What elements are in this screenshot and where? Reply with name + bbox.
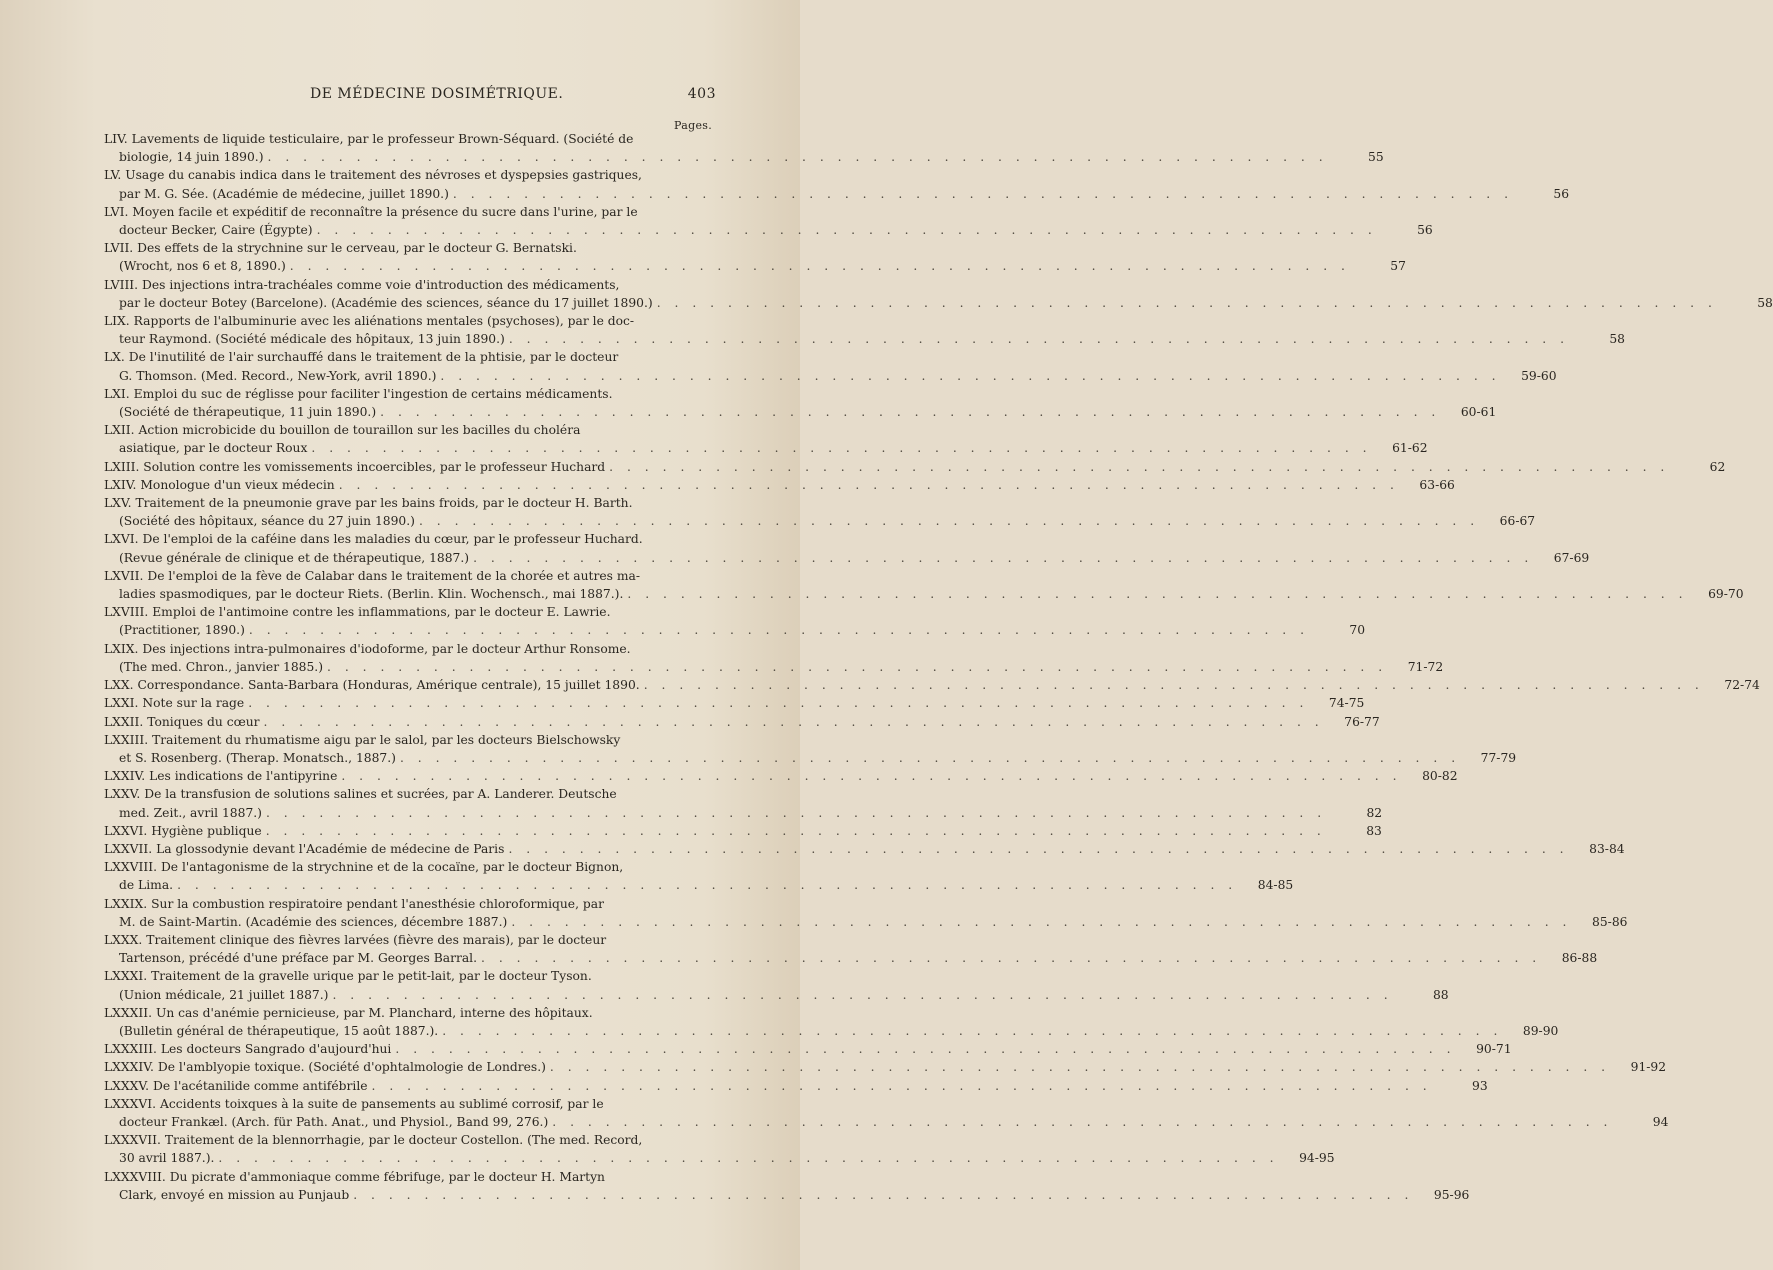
toc-entry-line: (Société de thérapeutique, 11 juin 1890.): [119, 405, 377, 420]
table-of-contents: [104, 130, 1773, 1204]
toc-entry-line: asiatique, par le docteur Roux: [119, 441, 308, 456]
toc-entry-last-line: [104, 1022, 1559, 1040]
dot-leader: . . . . . . . . . . . . . . . . . . . . . . . . . . . . . . . . . . . . . . . . . . . . . . . . . . . . . . . . . . . .: [656, 295, 1717, 310]
toc-entry-last-line: [104, 694, 1365, 712]
toc-entry-last-line: [104, 840, 1625, 858]
toc-entry-line: LXVIII. Emploi de l'antimoine contre les inflammations, par le docteur E. Lawrie.: [104, 605, 611, 620]
toc-entry-line: ladies spasmodiques, par le docteur Riets. (Berlin. Klin. Wochensch., mai 1887.).: [119, 587, 624, 602]
toc-entry-last-line: [104, 1113, 1669, 1131]
toc-entry-page: 70: [1349, 623, 1366, 638]
toc-entry-page: 93: [1472, 1078, 1488, 1093]
toc-entry-last-line: [104, 804, 1383, 822]
toc-entry-line: LXXIV. Les indications de l'antipyrine: [104, 769, 338, 784]
toc-entry: [104, 1004, 1559, 1040]
toc-entry-line: LXXIX. Sur la combustion respiratoire pendant l'anesthésie chloroformique, par: [104, 896, 604, 911]
toc-entry-page: 76-77: [1344, 714, 1380, 729]
toc-entry-line: LXXX. Traitement clinique des fièvres larvées (fièvre des marais), par le docteur: [104, 932, 607, 947]
toc-entry-page: 94-95: [1299, 1151, 1335, 1166]
pages-column-label: Pages.: [674, 119, 712, 132]
toc-entry: [104, 494, 1536, 530]
toc-entry-line: LXIX. Des injections intra-pulmonaires d'iodoforme, par le docteur Arthur Ronsome.: [104, 641, 631, 656]
toc-entry-last-line: [104, 986, 1449, 1004]
toc-entry-last-line: [104, 767, 1458, 785]
dot-leader: . . . . . . . . . . . . . . . . . . . . . . . . . . . . . . . . . . . . . . . . . . . . . . . . . . . . . . . . . . . .: [508, 841, 1569, 856]
toc-entry-line: M. de Saint-Martin. (Académie des sciences, décembre 1887.): [119, 914, 508, 929]
toc-entry-line: LXXXI. Traitement de la gravelle urique par le petit-lait, par le docteur Tyson.: [104, 969, 592, 984]
toc-entry-page: 84-85: [1257, 878, 1294, 893]
toc-entry-last-line: [104, 330, 1625, 348]
toc-entry: [104, 895, 1628, 931]
toc-entry-line: LXXXVIII. Du picrate d'ammoniaque comme fébrifuge, par le docteur H. Martyn: [104, 1169, 605, 1184]
toc-entry-page: 56: [1417, 223, 1433, 238]
dot-leader: . . . . . . . . . . . . . . . . . . . . . . . . . . . . . . . . . . . . . . . . . . . . . . . . . . . . . . . . . . . .: [511, 914, 1572, 929]
toc-entry: [104, 785, 1383, 821]
toc-entry-line: LXXVI. Hygiène publique: [104, 823, 262, 838]
toc-entry-line: LXXXII. Un cas d'anémie pernicieuse, par M. Planchard, interne des hôpitaux.: [104, 1005, 593, 1020]
dot-leader: . . . . . . . . . . . . . . . . . . . . . . . . . . . . . . . . . . . . . . . . . . . . . . . . . . . . . . . . . . . .: [341, 769, 1402, 784]
toc-entry-line: LXXII. Toniques du cœur: [104, 714, 260, 729]
toc-entry-page: 88: [1432, 987, 1449, 1002]
toc-entry-line: (Practitioner, 1890.): [119, 623, 245, 638]
toc-entry-last-line: [104, 512, 1536, 530]
dot-leader: . . . . . . . . . . . . . . . . . . . . . . . . . . . . . . . . . . . . . . . . . . . . . . . . . . . . . . . . . . . .: [353, 1187, 1414, 1202]
toc-entry-last-line: [104, 876, 1294, 894]
toc-entry-line: LXII. Action microbicide du bouillon de touraillon sur les bacilles du choléra: [104, 423, 581, 438]
dot-leader: . . . . . . . . . . . . . . . . . . . . . . . . . . . . . . . . . . . . . . . . . . . . . . . . . . . . . . . . . . . .: [265, 823, 1326, 838]
toc-entry-page: 86-88: [1561, 951, 1598, 966]
toc-entry: [104, 640, 1444, 676]
toc-entry-line: biologie, 14 juin 1890.): [119, 150, 264, 165]
toc-entry-line: LXIII. Solution contre les vomissements incoercibles, par le professeur Huchard: [104, 459, 606, 474]
toc-entry-page: 67-69: [1553, 550, 1590, 565]
toc-entry-line: LXXXVII. Traitement de la blennorrhagie, par le docteur Costellon. (The med. Record,: [104, 1133, 643, 1148]
toc-entry-last-line: [104, 1077, 1488, 1095]
toc-entry-last-line: [104, 221, 1433, 239]
dot-leader: . . . . . . . . . . . . . . . . . . . . . . . . . . . . . . . . . . . . . . . . . . . . . . . . . . . . . . . . . . . .: [549, 1060, 1611, 1075]
toc-entry: [104, 767, 1458, 785]
toc-entry-line: LXVII. De l'emploi de la fève de Calabar dans le traitement de la chorée et autres ma-: [104, 568, 641, 583]
toc-entry-line: LX. De l'inutilité de l'air surchauffé dans le traitement de la phtisie, par le docteur: [104, 350, 619, 365]
toc-entry: [104, 567, 1744, 603]
toc-entry-last-line: [104, 1058, 1667, 1076]
dot-leader: . . . . . . . . . . . . . . . . . . . . . . . . . . . . . . . . . . . . . . . . . . . . . . . . . . . . . . . . . . . .: [481, 951, 1542, 966]
toc-entry-page: 83: [1366, 823, 1382, 838]
dot-leader: . . . . . . . . . . . . . . . . . . . . . . . . . . . . . . . . . . . . . . . . . . . . . . . . . . . . . . . . . . . .: [248, 696, 1309, 711]
toc-entry: [104, 1095, 1669, 1131]
toc-entry-page: 58: [1757, 295, 1773, 310]
toc-entry-last-line: [104, 185, 1570, 203]
dot-leader: . . . . . . . . . . . . . . . . . . . . . . . . . . . . . . . . . . . . . . . . . . . . . . . . . . . . . . . . . . . .: [248, 623, 1310, 638]
dot-leader: . . . . . . . . . . . . . . . . . . . . . . . . . . . . . . . . . . . . . . . . . . . . . . . . . . . . . . . . . . . .: [440, 368, 1501, 383]
toc-entry-last-line: [104, 403, 1497, 421]
toc-entry: [104, 166, 1570, 202]
toc-entry: [104, 239, 1406, 275]
dot-leader: . . . . . . . . . . . . . . . . . . . . . . . . . . . . . . . . . . . . . . . . . . . . . . . . . . . . . . . . . . . .: [609, 459, 1670, 474]
dot-leader: . . . . . . . . . . . . . . . . . . . . . . . . . . . . . . . . . . . . . . . . . . . . . . . . . . . . . . . . . . . .: [218, 1151, 1279, 1166]
dot-leader: . . . . . . . . . . . . . . . . . . . . . . . . . . . . . . . . . . . . . . . . . . . . . . . . . . . . . . . . . . . .: [371, 1078, 1432, 1093]
page-number: 403: [687, 86, 716, 102]
toc-entry-last-line: [104, 458, 1726, 476]
toc-entry-line: LXXXIV. De l'amblyopie toxique. (Société d'ophtalmologie de Londres.): [104, 1060, 546, 1075]
toc-entry: [104, 276, 1773, 312]
dot-leader: . . . . . . . . . . . . . . . . . . . . . . . . . . . . . . . . . . . . . . . . . . . . . . . . . . . . . . . . . . . .: [395, 1042, 1456, 1057]
toc-entry-last-line: [104, 913, 1628, 931]
toc-entry-page: 94: [1652, 1114, 1669, 1129]
toc-entry: [104, 1040, 1512, 1058]
toc-entry: [104, 1058, 1667, 1076]
toc-entry: [104, 421, 1428, 457]
toc-entry-page: 77-79: [1480, 750, 1517, 765]
toc-entry-page: 57: [1390, 259, 1406, 274]
toc-entry-page: 80-82: [1422, 769, 1458, 784]
toc-entry: [104, 385, 1497, 421]
toc-entry-line: LVI. Moyen facile et expéditif de reconnaître la présence du sucre dans l'urine, par le: [104, 204, 638, 219]
toc-entry: [104, 203, 1433, 239]
toc-entry-page: 95-96: [1433, 1187, 1470, 1202]
toc-entry-page: 62: [1709, 459, 1726, 474]
running-title: DE MÉDECINE DOSIMÉTRIQUE.: [310, 86, 564, 102]
toc-entry-last-line: [104, 1186, 1470, 1204]
dot-leader: . . . . . . . . . . . . . . . . . . . . . . . . . . . . . . . . . . . . . . . . . . . . . . . . . . . . . . . . . . . .: [267, 150, 1328, 165]
toc-entry-page: 61-62: [1392, 441, 1428, 456]
toc-entry-line: de Lima.: [119, 878, 174, 893]
toc-entry: [104, 694, 1365, 712]
toc-entry: [104, 530, 1590, 566]
toc-entry: [104, 348, 1557, 384]
toc-entry-last-line: [104, 658, 1444, 676]
dot-leader: . . . . . . . . . . . . . . . . . . . . . . . . . . . . . . . . . . . . . . . . . . . . . . . . . . . . . . . . . . . .: [473, 550, 1534, 565]
toc-entry-line: Clark, envoyé en mission au Punjaub: [119, 1187, 350, 1202]
dot-leader: . . . . . . . . . . . . . . . . . . . . . . . . . . . . . . . . . . . . . . . . . . . . . . . . . . . . . . . . . . . .: [627, 587, 1688, 602]
toc-entry-line: LXXIII. Traitement du rhumatisme aigu par le salol, par les docteurs Bielschowsky: [104, 732, 621, 747]
toc-entry-line: LXXVII. La glossodynie devant l'Académie de médecine de Paris: [104, 841, 505, 856]
toc-entry: [104, 1131, 1335, 1167]
toc-entry-last-line: [104, 676, 1760, 694]
toc-entry-line: (Union médicale, 21 juillet 1887.): [119, 987, 329, 1002]
toc-entry-page: 83-84: [1589, 841, 1625, 856]
toc-entry: [104, 858, 1294, 894]
toc-entry-page: 63-66: [1419, 477, 1455, 492]
toc-entry-line: med. Zeit., avril 1887.): [119, 805, 262, 820]
toc-entry-line: LIX. Rapports de l'albuminurie avec les aliénations mentales (psychoses), par le doc-: [104, 314, 635, 329]
dot-leader: . . . . . . . . . . . . . . . . . . . . . . . . . . . . . . . . . . . . . . . . . . . . . . . . . . . . . . . . . . . .: [338, 477, 1399, 492]
dot-leader: . . . . . . . . . . . . . . . . . . . . . . . . . . . . . . . . . . . . . . . . . . . . . . . . . . . . . . . . . . . .: [508, 332, 1569, 347]
toc-entry-last-line: [104, 476, 1455, 494]
toc-entry-line: docteur Becker, Caire (Égypte): [119, 223, 313, 238]
toc-entry-line: LXI. Emploi du suc de réglisse pour faciliter l'ingestion de certains médicaments.: [104, 386, 613, 401]
dot-leader: . . . . . . . . . . . . . . . . . . . . . . . . . . . . . . . . . . . . . . . . . . . . . . . . . . . . . . . . . . . .: [399, 750, 1461, 765]
toc-entry-page: 85-86: [1592, 914, 1628, 929]
toc-entry-last-line: [104, 439, 1428, 457]
toc-entry-page: 60-61: [1460, 405, 1497, 420]
dot-leader: . . . . . . . . . . . . . . . . . . . . . . . . . . . . . . . . . . . . . . . . . . . . . . . . . . . . . . . . . . . .: [177, 878, 1238, 893]
toc-entry-line: LXV. Traitement de la pneumonie grave par les bains froids, par le docteur H. Barth.: [104, 496, 633, 511]
toc-entry: [104, 1077, 1488, 1095]
toc-entry: [104, 931, 1598, 967]
toc-entry-page: 82: [1366, 805, 1383, 820]
dot-leader: . . . . . . . . . . . . . . . . . . . . . . . . . . . . . . . . . . . . . . . . . . . . . . . . . . . . . . . . . . . .: [452, 186, 1514, 201]
toc-entry-line: (Wrocht, nos 6 et 8, 1890.): [119, 259, 286, 274]
toc-entry-line: G. Thomson. (Med. Record., New-York, avril 1890.): [119, 368, 437, 383]
toc-entry-page: 56: [1553, 186, 1570, 201]
dot-leader: . . . . . . . . . . . . . . . . . . . . . . . . . . . . . . . . . . . . . . . . . . . . . . . . . . . . . . . . . . . .: [327, 659, 1388, 674]
toc-entry-last-line: [104, 549, 1590, 567]
toc-entry: [104, 458, 1726, 476]
toc-entry-line: LXXI. Note sur la rage: [104, 696, 245, 711]
dot-leader: . . . . . . . . . . . . . . . . . . . . . . . . . . . . . . . . . . . . . . . . . . . . . . . . . . . . . . . . . . . .: [265, 805, 1327, 820]
toc-entry-last-line: [104, 713, 1380, 731]
dot-leader: . . . . . . . . . . . . . . . . . . . . . . . . . . . . . . . . . . . . . . . . . . . . . . . . . . . . . . . . . . . .: [289, 259, 1350, 274]
toc-entry-line: 30 avril 1887.).: [119, 1151, 215, 1166]
toc-entry-line: LXXXVI. Accidents toixques à la suite de pansements au sublimé corrosif, par le: [104, 1096, 604, 1111]
toc-entry-line: LVIII. Des injections intra-trachéales comme voie d'introduction des médicaments,: [104, 277, 620, 292]
toc-entry-last-line: [104, 367, 1557, 385]
toc-entry-last-line: [104, 148, 1384, 166]
toc-entry-line: et S. Rosenberg. (Therap. Monatsch., 1887.): [119, 750, 396, 765]
toc-entry-page: 59-60: [1521, 368, 1557, 383]
toc-entry-line: LIV. Lavements de liquide testiculaire, par le professeur Brown-Séquard. (Société de: [104, 132, 634, 146]
toc-entry: [104, 713, 1380, 731]
toc-entry-line: (The med. Chron., janvier 1885.): [119, 659, 323, 674]
toc-entry-line: (Société des hôpitaux, séance du 27 juin 1890.): [119, 514, 415, 529]
toc-entry: [104, 476, 1455, 494]
toc-entry-last-line: [104, 949, 1598, 967]
toc-entry-last-line: [104, 585, 1744, 603]
dot-leader: . . . . . . . . . . . . . . . . . . . . . . . . . . . . . . . . . . . . . . . . . . . . . . . . . . . . . . . . . . . .: [442, 1023, 1503, 1038]
toc-entry-page: 74-75: [1328, 696, 1365, 711]
toc-entry-line: (Bulletin général de thérapeutique, 15 août 1887.).: [119, 1023, 439, 1038]
toc-entry-page: 58: [1609, 332, 1625, 347]
toc-entry-line: LXXXIII. Les docteurs Sangrado d'aujourd'hui: [104, 1042, 392, 1057]
toc-entry-last-line: [104, 822, 1382, 840]
dot-leader: . . . . . . . . . . . . . . . . . . . . . . . . . . . . . . . . . . . . . . . . . . . . . . . . . . . . . . . . . . . .: [380, 405, 1441, 420]
toc-entry-line: LXIV. Monologue d'un vieux médecin: [104, 477, 335, 492]
toc-entry-line: LXXVIII. De l'antagonisme de la strychnine et de la cocaïne, par le docteur Bignon,: [104, 860, 624, 875]
toc-entry-page: 91-92: [1630, 1060, 1667, 1075]
dot-leader: . . . . . . . . . . . . . . . . . . . . . . . . . . . . . . . . . . . . . . . . . . . . . . . . . . . . . . . . . . . .: [332, 987, 1393, 1002]
toc-entry-line: LV. Usage du canabis indica dans le traitement des névroses et dyspepsies gastriques,: [104, 168, 642, 183]
toc-entry-line: Tartenson, précédé d'une préface par M. Georges Barral.: [119, 951, 478, 966]
toc-entry-page: 89-90: [1522, 1023, 1559, 1038]
toc-entry: [104, 676, 1760, 694]
toc-entry-line: par M. G. Sée. (Académie de médecine, juillet 1890.): [119, 186, 449, 201]
toc-entry: [104, 731, 1517, 767]
toc-entry-page: 55: [1368, 150, 1384, 165]
toc-entry-line: LXXV. De la transfusion de solutions salines et sucrées, par A. Landerer. Deutsche: [104, 787, 617, 802]
toc-entry-line: LVII. Des effets de la strychnine sur le cerveau, par le docteur G. Bernatski.: [104, 241, 577, 256]
toc-entry-page: 66-67: [1499, 514, 1536, 529]
dot-leader: . . . . . . . . . . . . . . . . . . . . . . . . . . . . . . . . . . . . . . . . . . . . . . . . . . . . . . . . . . . .: [316, 223, 1377, 238]
toc-entry: [104, 1168, 1470, 1204]
dot-leader: . . . . . . . . . . . . . . . . . . . . . . . . . . . . . . . . . . . . . . . . . . . . . . . . . . . . . . . . . . . .: [418, 514, 1480, 529]
toc-entry-page: 72-74: [1724, 678, 1760, 693]
toc-entry: [104, 967, 1449, 1003]
toc-entry-line: LXXXV. De l'acétanilide comme antifébrile: [104, 1078, 368, 1093]
toc-entry: [104, 603, 1366, 639]
toc-entry-line: par le docteur Botey (Barcelone). (Académie des sciences, séance du 17 juillet 1890.): [119, 295, 653, 310]
toc-entry-line: LXX. Correspondance. Santa-Barbara (Honduras, Amérique centrale), 15 juillet 1890.: [104, 678, 640, 693]
toc-entry-last-line: [104, 1040, 1512, 1058]
toc-entry: [104, 822, 1382, 840]
dot-leader: . . . . . . . . . . . . . . . . . . . . . . . . . . . . . . . . . . . . . . . . . . . . . . . . . . . . . . . . . . . .: [552, 1114, 1613, 1129]
toc-entry-last-line: [104, 621, 1366, 639]
toc-entry-line: teur Raymond. (Société médicale des hôpitaux, 13 juin 1890.): [119, 332, 505, 347]
toc-entry-last-line: [104, 1149, 1335, 1167]
toc-entry-last-line: [104, 257, 1406, 275]
toc-entry-line: (Revue générale de clinique et de thérapeutique, 1887.): [119, 550, 470, 565]
dot-leader: . . . . . . . . . . . . . . . . . . . . . . . . . . . . . . . . . . . . . . . . . . . . . . . . . . . . . . . . . . . .: [643, 678, 1704, 693]
toc-entry: [104, 312, 1625, 348]
dot-leader: . . . . . . . . . . . . . . . . . . . . . . . . . . . . . . . . . . . . . . . . . . . . . . . . . . . . . . . . . . . .: [263, 714, 1324, 729]
toc-entry-page: 69-70: [1708, 587, 1744, 602]
toc-entry-line: docteur Frankæl. (Arch. für Path. Anat., und Physiol., Band 99, 276.): [119, 1114, 549, 1129]
toc-entry-line: LXVI. De l'emploi de la caféine dans les maladies du cœur, par le professeur Huchard.: [104, 532, 643, 547]
toc-entry-page: 71-72: [1407, 659, 1444, 674]
toc-entry-last-line: [104, 294, 1773, 312]
toc-entry: [104, 130, 1384, 166]
toc-entry: [104, 840, 1625, 858]
toc-entry-page: 90-71: [1476, 1042, 1512, 1057]
dot-leader: . . . . . . . . . . . . . . . . . . . . . . . . . . . . . . . . . . . . . . . . . . . . . . . . . . . . . . . . . . . .: [311, 441, 1372, 456]
toc-entry-last-line: [104, 749, 1517, 767]
